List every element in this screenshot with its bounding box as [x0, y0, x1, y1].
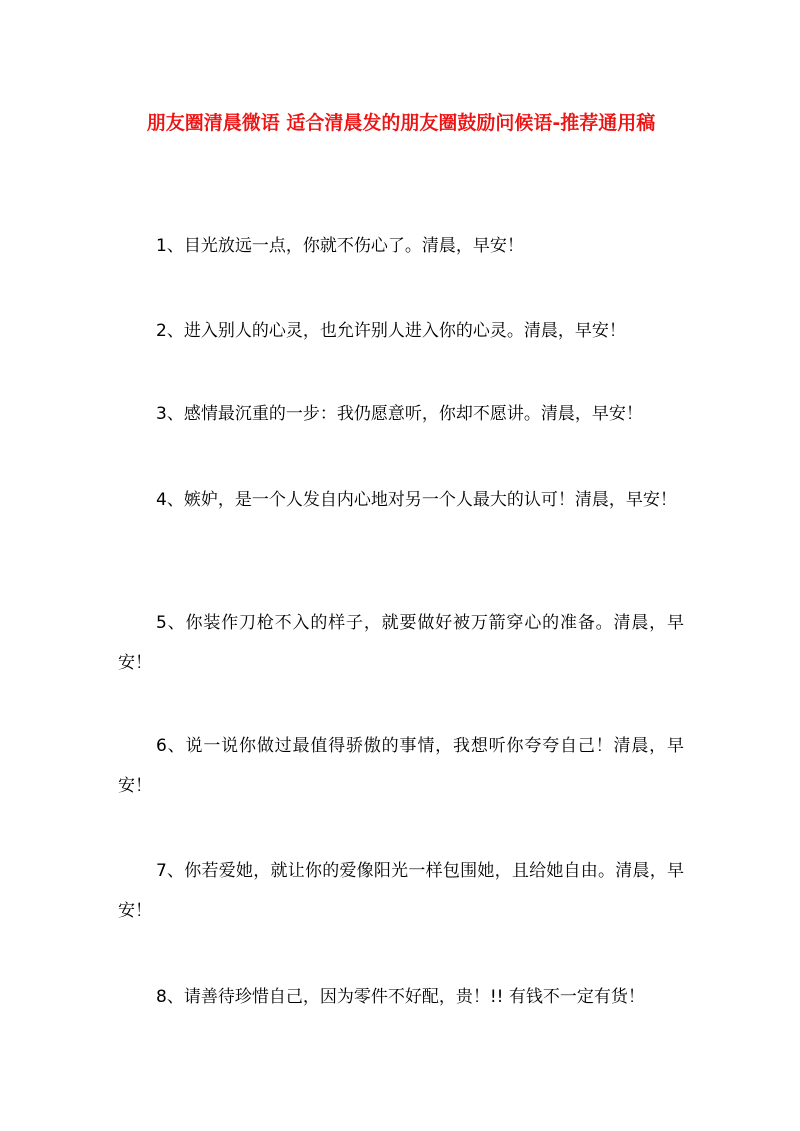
greeting-item-6: 6、说一说你做过最值得骄傲的事情，我想听你夸夸自己！清晨，早安！: [118, 736, 684, 796]
greeting-item-5: 5、你装作刀枪不入的样子，就要做好被万箭穿心的准备。清晨，早安！: [118, 613, 684, 673]
greeting-item-3: 3、感情最沉重的一步：我仍愿意听，你却不愿讲。清晨，早安！: [156, 404, 643, 424]
greeting-item-7: 7、你若爱她，就让你的爱像阳光一样包围她，且给她自由。清晨，早安！: [118, 861, 684, 921]
document-title: 朋友圈清晨微语 适合清晨发的朋友圈鼓励问候语-推荐通用稿: [146, 112, 656, 134]
greeting-item-2: 2、进入别人的心灵，也允许别人进入你的心灵。清晨，早安！: [156, 321, 626, 341]
greeting-item-8: 8、请善待珍惜自己，因为零件不好配，贵！!! 有钱不一定有货！: [156, 987, 645, 1007]
greeting-item-4: 4、嫉妒，是一个人发自内心地对另一个人最大的认可！清晨，早安！: [156, 490, 677, 510]
greeting-item-1: 1、目光放远一点，你就不伤心了。清晨，早安！: [156, 236, 524, 256]
